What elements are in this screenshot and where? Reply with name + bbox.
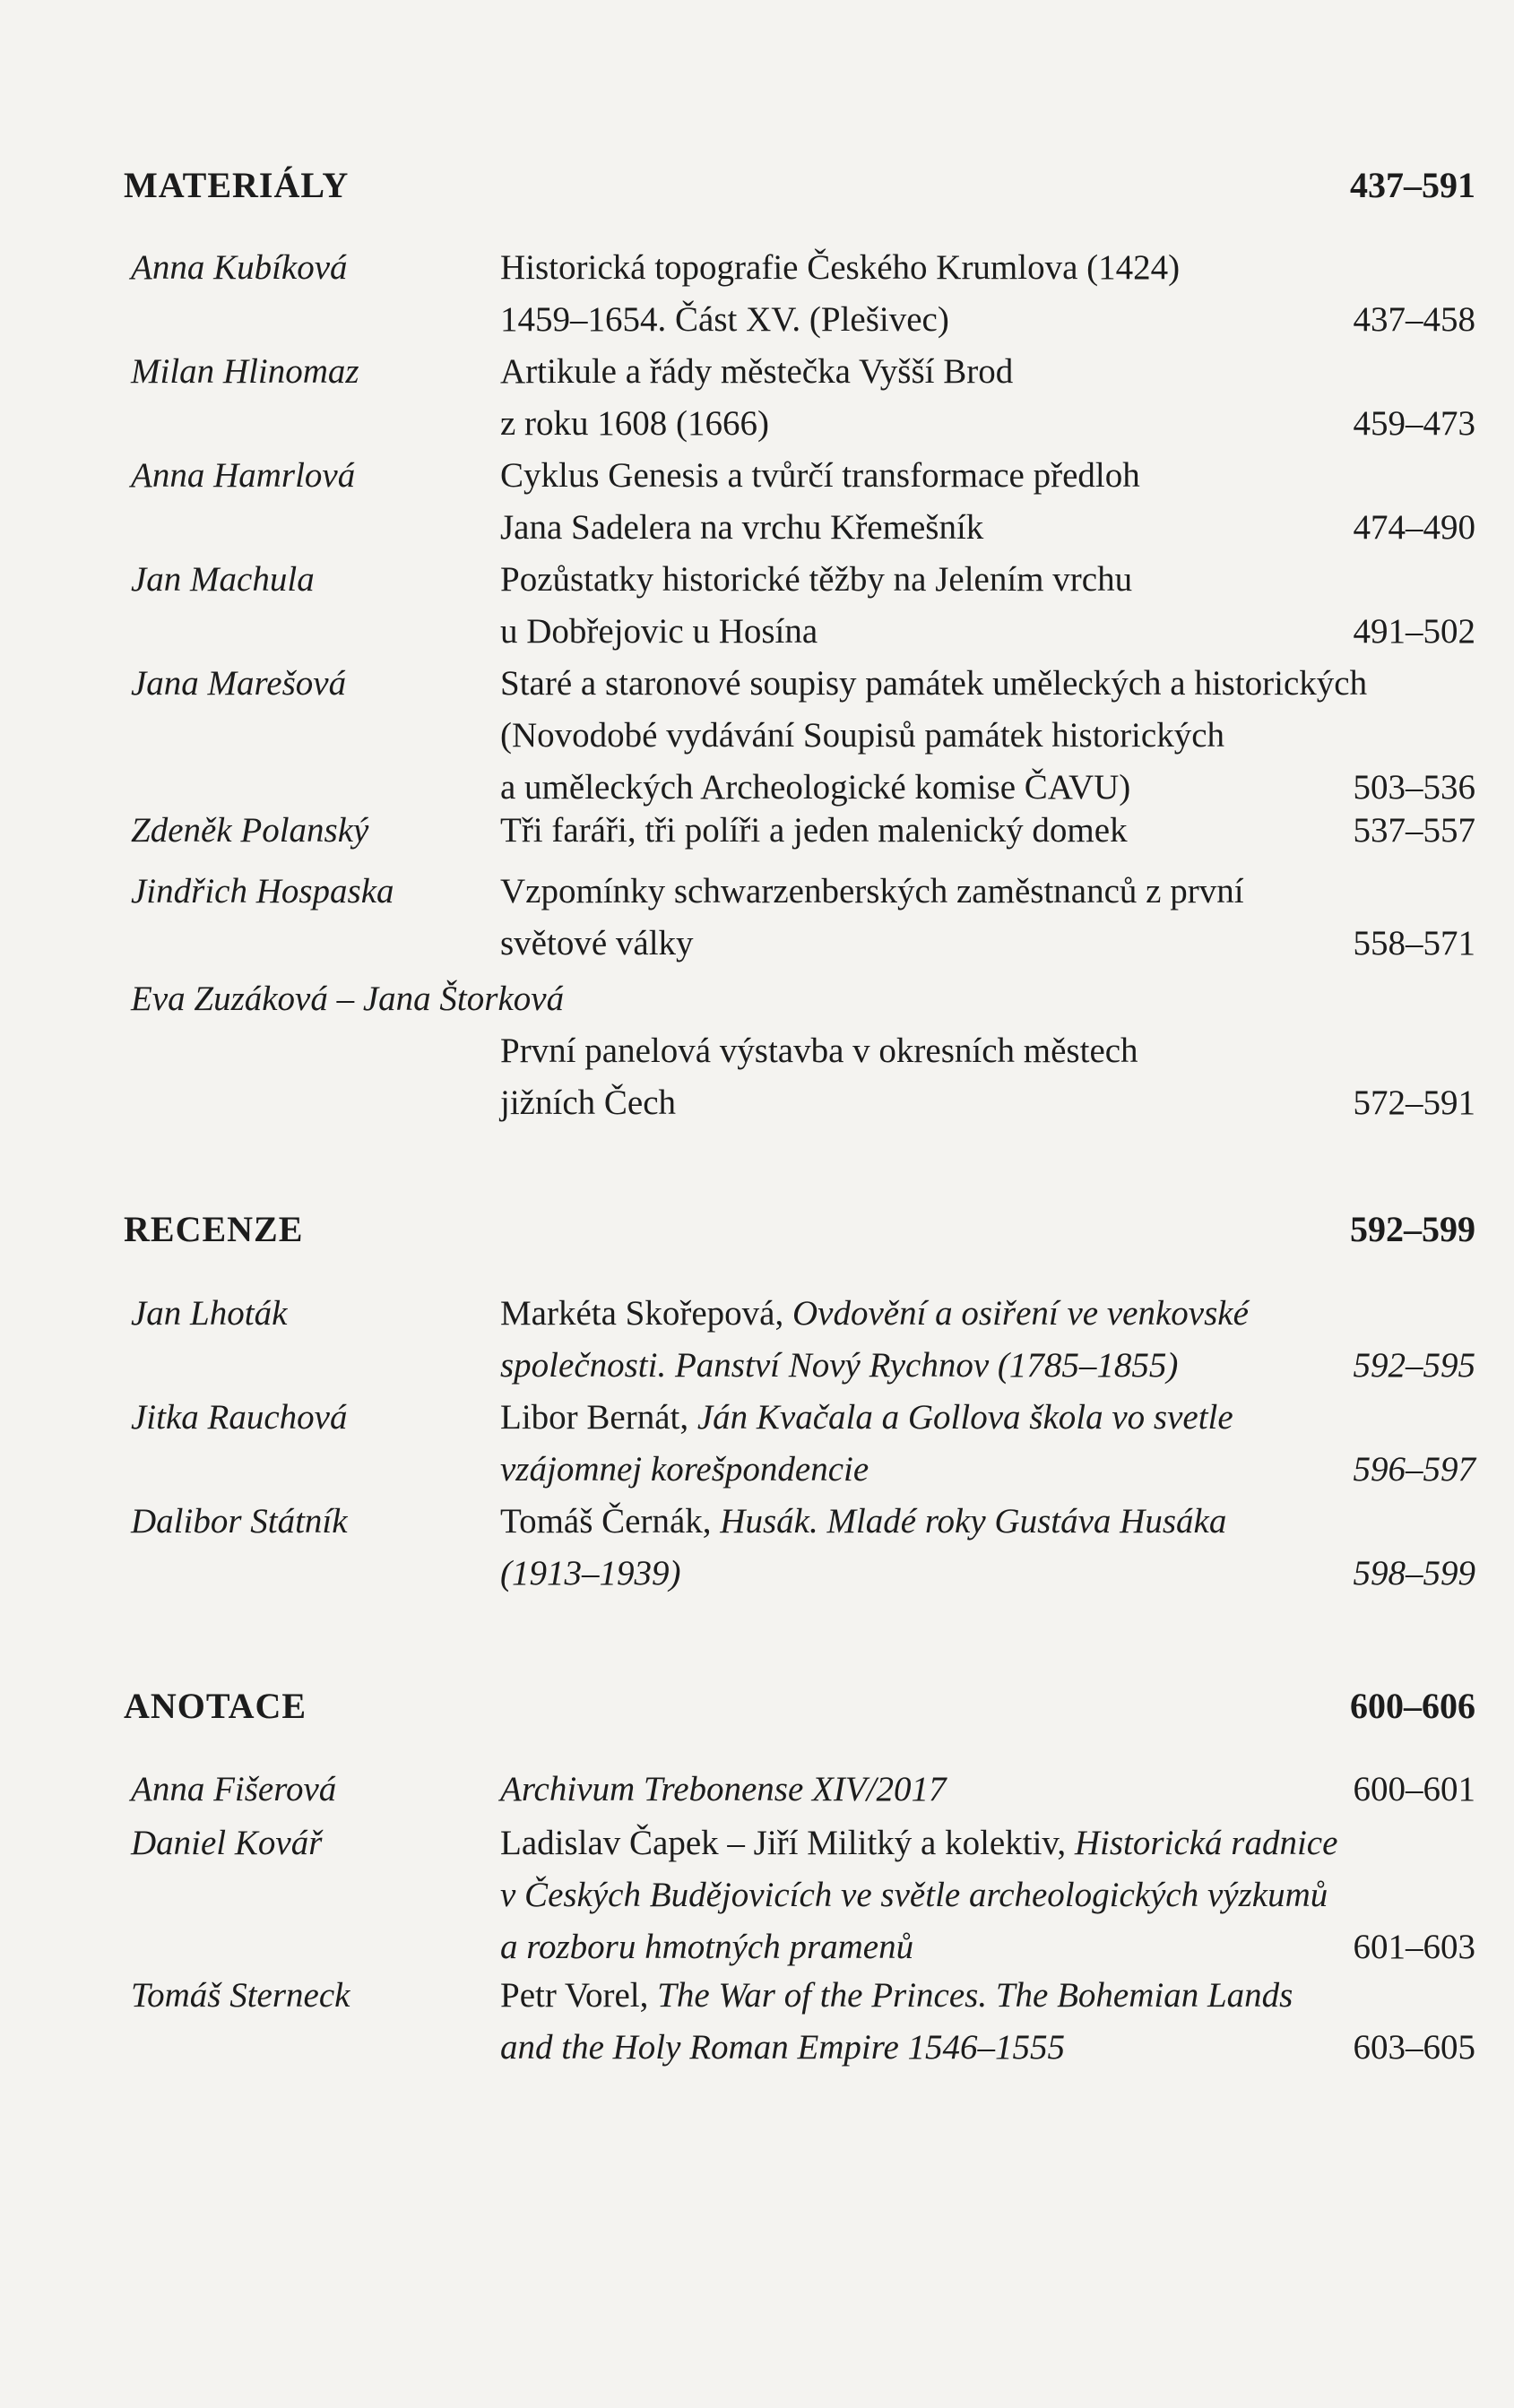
entry-work-title: Archivum Trebonense XIV/2017 [500,1770,947,1808]
section-header-materialy [124,164,1475,214]
entry-title [500,450,1397,554]
toc-entry [124,554,1475,658]
section-title: MATERIÁLY [124,165,350,205]
entry-title-line [500,1817,1397,1869]
toc-entry [124,805,1475,857]
entry-pages: 491–502 [1353,612,1475,651]
entry-author: Zdeněk Polanský [131,811,369,850]
toc-entry [124,1392,1475,1496]
entry-title [500,1288,1397,1392]
entry-pages: 459–473 [1353,404,1475,443]
entry-title-line: u Dobřejovic u Hosína [500,612,818,651]
toc-entry [124,450,1475,554]
entry-title-line: Pozůstatky historické těžby na Jelením vrchu [500,560,1133,599]
entry-pages: 558–571 [1353,924,1475,962]
entry-title-line: Tři faráři, tři políři a jeden malenický domek [500,811,1128,850]
entry-title [500,1392,1397,1496]
entry-editor: Ladislav Čapek – Jiří Militký a kolektiv, [500,1824,1075,1862]
entry-author: Anna Fišerová [131,1770,337,1808]
entry-title-line: Staré a staronové soupisy památek uměleckých a historických [500,664,1368,703]
entry-title-line: Historická topografie Českého Krumlova (1424) [500,248,1181,287]
entry-title [500,1764,1397,1816]
entry-title-line: Artikule a řády městečka Vyšší Brod [500,352,1014,391]
toc-entry [124,1817,1475,1973]
toc-entry [124,658,1475,814]
entry-title-line: Jana Sadelera na vrchu Křemešník [500,508,984,547]
entry-title-line: and the Holy Roman Empire 1546–1555 [500,2028,1066,2067]
entry-pages: 600–601 [1353,1770,1475,1808]
entry-work-title: The War of the Princes. The Bohemian Lands [657,1976,1293,2015]
entry-title [500,805,1397,857]
entry-title [500,658,1397,814]
toc-entry [124,346,1475,450]
entry-title-line: Vzpomínky schwarzenberských zaměstnanců z první [500,872,1244,911]
entry-title-line [500,1970,1397,2022]
entry-title [500,554,1397,658]
toc-entry [124,973,1475,1129]
entry-title-line: světové války [500,924,694,962]
entry-title-line [500,1288,1397,1340]
entry-title-line: a rozboru hmotných pramenů [500,1928,914,1966]
entry-pages: 603–605 [1353,2028,1475,2067]
entry-editor: Tomáš Černák, [500,1502,721,1541]
entry-author: Eva Zuzáková – Jana Štorková [131,980,565,1018]
entry-author: Jan Machula [131,560,315,599]
toc-entry [124,1970,1475,2074]
entry-title-line: vzájomnej korešpondencie [500,1450,869,1489]
entry-editor: Libor Bernát, [500,1398,697,1437]
entry-author: Anna Hamrlová [131,456,356,495]
entry-pages: 601–603 [1353,1928,1475,1966]
section-header-recenze [124,1208,1475,1258]
entry-title-line: (1913–1939) [500,1554,681,1592]
entry-title-line: První panelová výstavba v okresních městech [500,1031,1138,1070]
entry-author: Tomáš Sterneck [131,1976,350,2015]
entry-title-line: v Českých Budějovicích ve světle archeologických výzkumů [500,1876,1328,1914]
entry-title-line: společnosti. Panství Nový Rychnov (1785–1855) [500,1346,1179,1385]
entry-editor: Markéta Skořepová, [500,1294,792,1333]
entry-title [500,1496,1397,1600]
entry-title-line [500,1496,1397,1548]
toc-entry [124,1288,1475,1392]
entry-pages: 598–599 [1353,1554,1475,1592]
entry-work-title: Ján Kvačala a Gollova škola vo svetle [696,1398,1233,1437]
section-range: 600–606 [1350,1686,1475,1726]
entry-title-line: jižních Čech [500,1083,677,1122]
entry-pages: 437–458 [1353,300,1475,339]
entry-title [500,1025,1397,1129]
entry-title-line: Cyklus Genesis a tvůrčí transformace předloh [500,456,1140,495]
toc-entry [124,1764,1475,1816]
toc-entry [124,242,1475,346]
section-range: 437–591 [1350,165,1475,205]
entry-title-line: 1459–1654. Část XV. (Plešivec) [500,300,949,339]
entry-title [500,242,1397,346]
entry-title-line [500,1392,1397,1444]
section-range: 592–599 [1350,1209,1475,1249]
entry-work-title: Husák. Mladé roky Gustáva Husáka [720,1502,1227,1541]
entry-title [500,1970,1397,2074]
section-header-anotace [124,1685,1475,1735]
entry-author: Anna Kubíková [131,248,348,287]
entry-editor: Petr Vorel, [500,1976,658,2015]
entry-title [500,346,1397,450]
entry-title [500,1817,1397,1973]
entry-author: Jan Lhoták [131,1294,288,1333]
entry-author: Daniel Kovář [131,1824,323,1862]
entry-pages: 474–490 [1353,508,1475,547]
entry-title-line: (Novodobé vydávání Soupisů památek historických [500,716,1225,755]
entry-work-title: Historická radnice [1074,1824,1338,1862]
entry-title-line: z roku 1608 (1666) [500,404,770,443]
entry-pages: 592–595 [1353,1346,1475,1385]
entry-author: Jitka Rauchová [131,1398,348,1437]
entry-title-line: a uměleckých Archeologické komise ČAVU) [500,768,1131,807]
entry-work-title: Ovdovění a osiření ve venkovské [792,1294,1249,1333]
entry-pages: 503–536 [1353,768,1475,807]
entry-pages: 537–557 [1353,811,1475,850]
entry-pages: 572–591 [1353,1083,1475,1122]
toc-entry [124,866,1475,970]
entry-author: Dalibor Státník [131,1502,348,1541]
entry-author: Jindřich Hospaska [131,872,394,911]
entry-title [500,866,1397,970]
toc-entry [124,1496,1475,1600]
entry-pages: 596–597 [1353,1450,1475,1489]
section-title: RECENZE [124,1209,304,1249]
entry-author: Milan Hlinomaz [131,352,359,391]
section-title: ANOTACE [124,1686,307,1726]
entry-author: Jana Marešová [131,664,347,703]
